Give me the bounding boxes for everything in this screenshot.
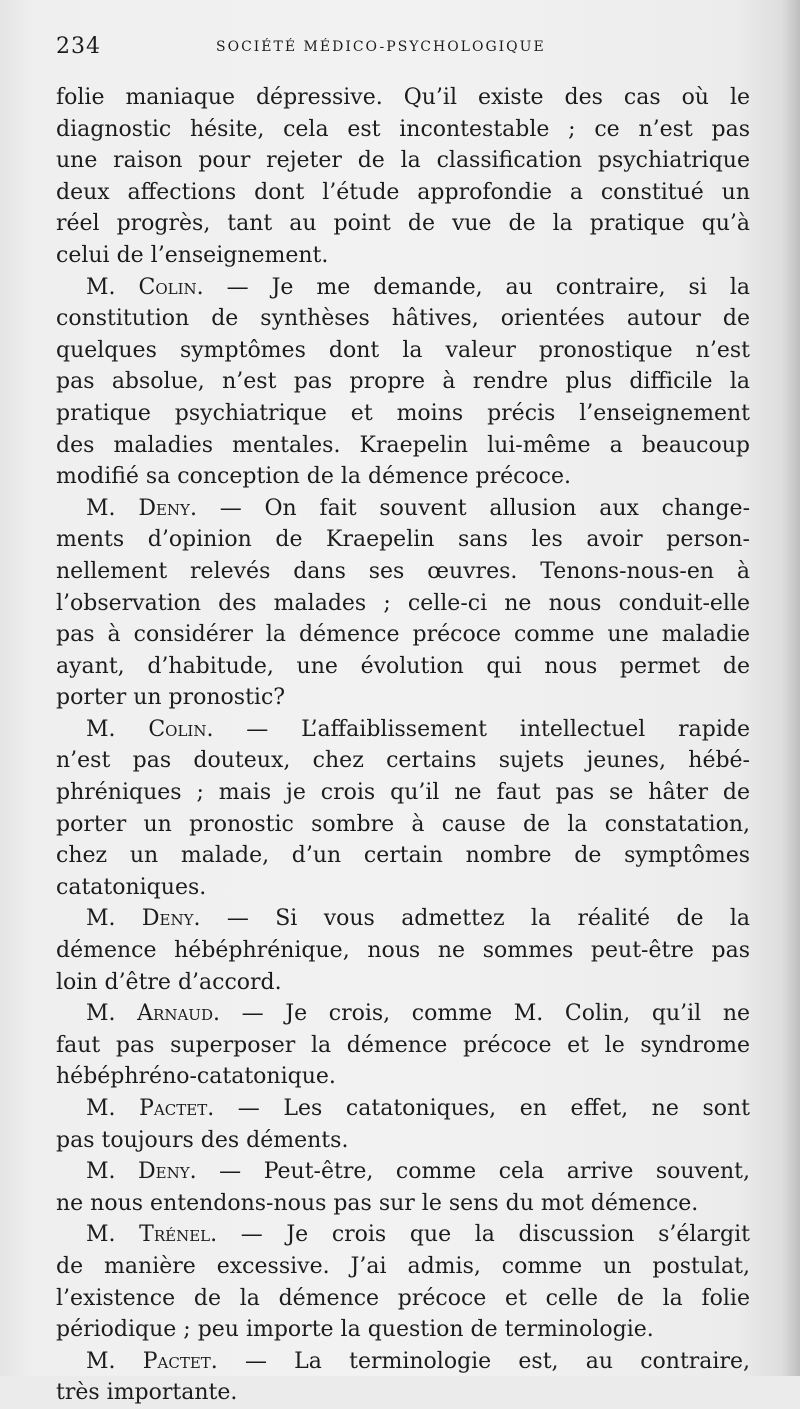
speaker-prefix: M.: [86, 1159, 139, 1185]
text-line: [56, 588, 750, 620]
text-line: [56, 82, 750, 114]
text-line: [56, 145, 750, 177]
speaker-prefix: M.: [86, 274, 139, 300]
text-line: [56, 493, 750, 525]
text-line: [56, 524, 750, 556]
line-text: des maladies mentales. Kraepelin lui-même a beaucoup: [56, 432, 750, 458]
page-number: 234: [56, 34, 101, 59]
text-line: [56, 619, 750, 651]
line-text: hébéphréno-catatonique.: [56, 1064, 336, 1090]
text-line: [56, 651, 750, 683]
text-line: [56, 745, 750, 777]
line-text: constitution de synthèses hâtives, orientées autour de: [56, 306, 750, 332]
speaker-name: Pactet: [142, 1348, 211, 1374]
text-line: [56, 777, 750, 809]
text-line: [56, 366, 750, 398]
line-text: chez un malade, d’un certain nombre de symptômes: [56, 843, 750, 869]
text-line: [56, 1030, 750, 1062]
text-line: [56, 872, 750, 904]
speaker-prefix: M.: [86, 1001, 138, 1027]
line-text: très importante.: [56, 1380, 238, 1406]
line-text: folie maniaque dépressive. Qu’il existe des cas où le: [56, 85, 750, 110]
line-text: pratique psychiatrique et moins précis l’enseignement: [56, 400, 750, 426]
line-text: deux affections dont l’étude approfondie a constitué un: [56, 179, 750, 205]
line-text: l’observation des malades ; celle-ci ne nous conduit-elle: [56, 590, 750, 616]
line-text: . — Si vous admettez la réalité de la: [193, 906, 751, 932]
text-line: [56, 272, 750, 304]
text-line: [56, 240, 750, 272]
text-line: [56, 208, 750, 240]
text-line: [56, 1156, 750, 1188]
speaker-name: Deny: [138, 495, 190, 521]
speaker-prefix: M.: [86, 1348, 143, 1374]
text-line: [56, 556, 750, 588]
page-edge-shadow: [782, 0, 800, 1376]
line-text: ayant, d’habitude, une évolution qui nous permet de: [56, 653, 750, 679]
text-line: [56, 461, 750, 493]
line-text: porter un pronostic sombre à cause de la constatation,: [56, 811, 750, 837]
line-text: . — On fait souvent allusion aux change-: [189, 495, 750, 521]
speaker-name: Trénel: [139, 1222, 211, 1248]
line-text: . — Je crois que la discussion s’élargit: [210, 1222, 751, 1248]
text-line: [56, 682, 750, 714]
line-text: phréniques ; mais je crois qu’il ne faut pas se hâter de: [56, 780, 750, 806]
line-text: celui de l’enseignement.: [56, 242, 329, 268]
line-text: . — Peut-être, comme cela arrive souvent,: [189, 1159, 751, 1185]
line-text: . — L’affaiblissement intellectuel rapide: [206, 716, 750, 742]
line-text: réel progrès, tant au point de vue de la pratique qu’à: [56, 211, 750, 237]
body-text: [56, 82, 750, 1409]
line-text: catatoniques.: [56, 874, 207, 900]
text-line: [56, 398, 750, 430]
text-line: [56, 714, 750, 746]
line-text: pas toujours des déments.: [56, 1127, 349, 1153]
text-line: [56, 1314, 750, 1346]
line-text: n’est pas douteux, chez certains sujets jeunes, hébé-: [56, 748, 750, 774]
speaker-prefix: M.: [86, 716, 149, 742]
text-line: [56, 335, 750, 367]
line-text: quelques symptômes dont la valeur pronostique n’est: [56, 337, 750, 363]
speaker-prefix: M.: [86, 906, 142, 932]
line-text: ne nous entendons-nous pas sur le sens du mot démence.: [56, 1190, 699, 1216]
text-line: [56, 430, 750, 462]
text-line: [56, 1125, 750, 1157]
line-text: diagnostic hésite, cela est incontestable ; ce n’est pas: [56, 116, 750, 142]
speaker-prefix: M.: [86, 1222, 140, 1248]
text-line: [56, 903, 750, 935]
text-line: [56, 1061, 750, 1093]
line-text: ments d’opinion de Kraepelin sans les avoir person-: [56, 527, 750, 553]
line-text: une raison pour rejeter de la classification psychiatrique: [56, 148, 750, 174]
speaker-name: Arnaud: [137, 1001, 213, 1027]
line-text: de manière excessive. J’ai admis, comme un postulat,: [56, 1253, 750, 1279]
speaker-name: Deny: [138, 1159, 190, 1185]
speaker-name: Colin: [148, 716, 207, 742]
running-head: SOCIÉTÉ MÉDICO-PSYCHOLOGIQUE: [216, 39, 546, 55]
speaker-name: Pactet: [139, 1096, 208, 1121]
line-text: modifié sa conception de la démence précoce.: [56, 464, 572, 490]
text-line: [56, 1219, 750, 1251]
line-text: . — Les catatoniques, en effet, ne sont: [207, 1096, 750, 1121]
text-line: [56, 935, 750, 967]
line-text: pas à considérer la démence précoce comme une maladie: [56, 622, 750, 648]
speaker-prefix: M.: [86, 495, 139, 521]
line-text: . — Je me demande, au contraire, si la: [196, 274, 751, 300]
line-text: démence hébéphrénique, nous ne sommes peut-être pas: [56, 938, 750, 964]
text-line: [56, 809, 750, 841]
line-text: pas absolue, n’est pas propre à rendre plus difficile la: [56, 369, 750, 395]
text-line: [56, 303, 750, 335]
text-line: [56, 998, 750, 1030]
line-text: périodique ; peu importe la question de terminologie.: [56, 1317, 654, 1343]
line-text: nellement relevés dans ses œuvres. Tenons-nous-en à: [56, 558, 750, 584]
text-line: [56, 840, 750, 872]
text-line: [56, 1283, 750, 1315]
line-text: . — Je crois, comme M. Colin, qu’il ne: [212, 1001, 751, 1027]
text-line: [56, 1188, 750, 1220]
text-line: [56, 1377, 750, 1409]
speaker-prefix: M.: [86, 1096, 140, 1121]
page-header: [56, 34, 746, 64]
text-line: [56, 114, 750, 146]
line-text: loin d’être d’accord.: [56, 969, 282, 995]
line-text: . — La terminologie est, au contraire,: [210, 1348, 750, 1374]
speaker-name: Colin: [138, 274, 197, 300]
text-line: [56, 1093, 750, 1125]
text-line: [56, 967, 750, 999]
line-text: porter un pronostic?: [56, 685, 286, 711]
line-text: faut pas superposer la démence précoce et le syndrome: [56, 1032, 750, 1058]
text-line: [56, 1346, 750, 1378]
speaker-name: Deny: [141, 906, 194, 932]
line-text: l’existence de la démence précoce et celle de la folie: [56, 1285, 750, 1311]
text-line: [56, 177, 750, 209]
text-line: [56, 1251, 750, 1283]
